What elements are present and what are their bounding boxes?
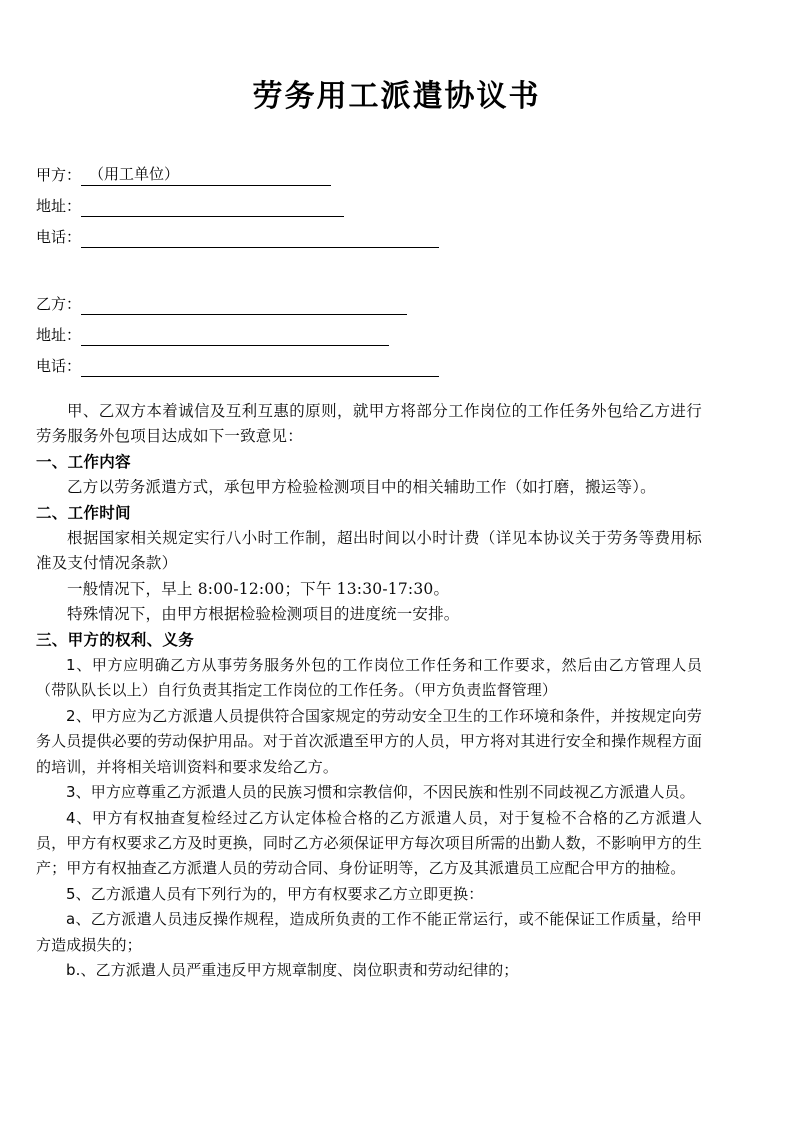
clause-item-2: 2、甲方应为乙方派遣人员提供符合国家规定的劳动安全卫生的工作环境和条件，并按规定向劳务人员提供必要的劳动保护用品。对于首次派遣至甲方的人员，甲方将对其进行安全和操作规程方面的培训，并将相关培训资料和要求发给乙方。 <box>36 706 702 776</box>
page-title: 劳务用工派遣协议书 <box>252 79 541 114</box>
field-label-party-a-address: 地址： <box>36 197 82 215</box>
clause-item-5a: a、乙方派遣人员违反操作规程，造成所负责的工作不能正常运行，或不能保证工作质量，给甲方造成损失的； <box>36 910 702 954</box>
field-line-party-a-name[interactable] <box>81 165 331 186</box>
section-2-paragraph-1: 根据国家相关规定实行八小时工作制，超出时间以小时计费（详见本协议关于劳务等费用标准及支付情况条款） <box>36 529 702 573</box>
clause-item-5: 5、乙方派遣人员有下列行为的，甲方有权要求乙方立即更换： <box>66 884 484 903</box>
document-content <box>36 155 702 983</box>
field-line-party-b-phone[interactable] <box>81 356 439 377</box>
block-spacer-2 <box>36 377 702 399</box>
clause-item-1: 1、甲方应明确乙方从事劳务服务外包的工作岗位工作任务和工作要求，然后由乙方管理人员（带队队长以上）自行负责其指定工作岗位的工作任务。（甲方负责监督管理） <box>36 656 702 700</box>
field-row-party-b-phone <box>36 346 702 377</box>
clause-item-4: 4、甲方有权抽查复检经过乙方认定体检合格的乙方派遣人员，对于复检不合格的乙方派遣人员，甲方有权要求乙方及时更换，同时乙方必须保证甲方每次项目所需的出勤人数，不影响甲方的生产；甲方有权抽查乙方派遣人员的劳动合同、身份证明等，乙方及其派遣员工应配合甲方的抽检。 <box>36 808 702 878</box>
field-label-party-a-name: 甲方： <box>36 166 82 184</box>
field-row-party-a-name <box>36 155 702 186</box>
clause-item-3: 3、甲方应尊重乙方派遣人员的民族习惯和宗教信仰，不因民族和性别不同歧视乙方派遣人员。 <box>66 783 695 802</box>
party-a-block <box>36 155 702 248</box>
section-2-paragraph-2: 一般情况下，早上 8:00-12:00；下午 13:30-17:30。 <box>67 579 450 598</box>
preamble-paragraph: 甲、乙双方本着诚信及互利互惠的原则，就甲方将部分工作岗位的工作任务外包给乙方进行劳务服务外包项目达成如下一致意见： <box>36 402 702 446</box>
field-label-party-b-phone: 电话： <box>36 357 82 375</box>
field-label-party-a-phone: 电话： <box>36 228 82 246</box>
field-line-party-b-address[interactable] <box>81 325 389 346</box>
field-label-party-b-address: 地址： <box>36 326 82 344</box>
field-row-party-a-phone <box>36 217 702 248</box>
field-row-party-a-address <box>36 186 702 217</box>
field-row-party-b-name <box>36 284 702 315</box>
field-row-party-b-address <box>36 315 702 346</box>
field-value-party-a-name: （用工单位） <box>89 165 180 183</box>
section-heading-1: 一、工作内容 <box>36 452 131 471</box>
section-2-paragraph-3: 特殊情况下，由甲方根据检验检测项目的进度统一安排。 <box>67 605 460 624</box>
section-heading-2: 二、工作时间 <box>36 503 131 522</box>
block-spacer <box>36 248 702 284</box>
field-line-party-a-phone[interactable] <box>81 227 439 248</box>
field-line-party-b-name[interactable] <box>81 294 407 315</box>
clause-item-5b: b.、乙方派遣人员严重违反甲方规章制度、岗位职责和劳动纪律的； <box>66 960 519 979</box>
field-label-party-b-name: 乙方： <box>36 295 82 313</box>
section-1-paragraph: 乙方以劳务派遣方式，承包甲方检验检测项目中的相关辅助工作（如打磨，搬运等）。 <box>67 478 656 497</box>
section-heading-3: 三、甲方的权利、义务 <box>36 630 195 649</box>
field-line-party-a-address[interactable] <box>81 196 344 217</box>
party-b-block <box>36 284 702 377</box>
